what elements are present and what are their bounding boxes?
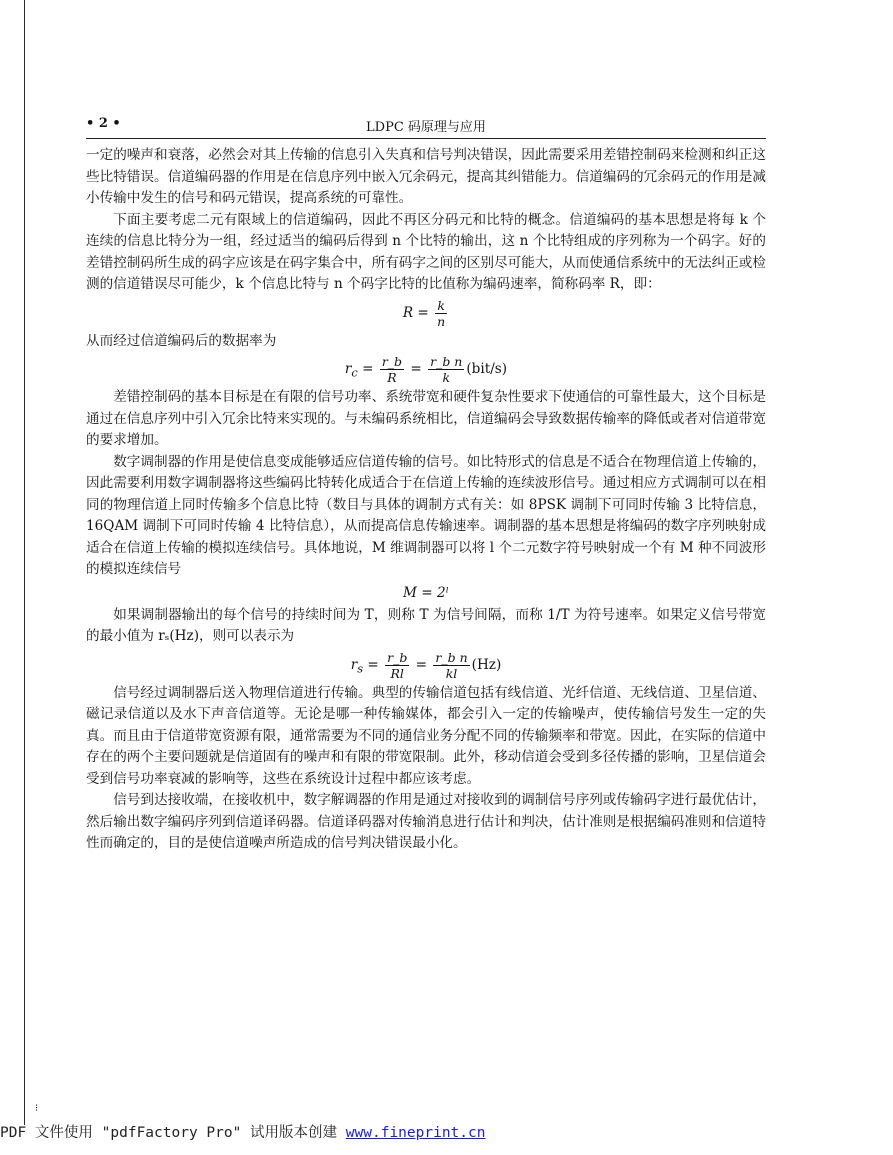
footer-text: PDF 文件使用 "pdfFactory Pro" 试用版本创建 <box>0 1125 346 1141</box>
equals-sign: = <box>406 361 427 377</box>
header-rule <box>86 138 766 139</box>
paragraph: 差错控制码的基本目标是在有限的信号功率、系统带宽和硬件复杂性要求下使通信的可靠性最大，这个目标是通过在信息序列中引入冗余比特来实现的。与未编码系统相比，信道编码会导致数据传输率的降低或者对信道带宽的要求增加。 <box>86 389 766 448</box>
page-number: • 2 • <box>86 116 121 131</box>
equation-text: M = 2ˡ <box>403 584 449 601</box>
pdf-footer <box>0 1121 893 1142</box>
body-text <box>86 145 766 855</box>
footer-link[interactable]: www.fineprint.cn <box>345 1125 486 1141</box>
fraction: $\frac{\text{r\_b n}}{k}$ <box>430 354 463 385</box>
equation-modulation-order <box>86 583 766 603</box>
paragraph: 一定的噪声和衰落，必然会对其上传输的信息引入失真和信号判决错误，因此需要采用差错控制码来检测和纠正这些比特错误。信道编码器的作用是在信息序列中嵌入冗余码元，提高其纠错能力。信道编码的冗余码元的作用是减小传输中发生的信号和码元错误，提高系统的可靠性。 <box>86 147 766 206</box>
scan-mark: ⁝ <box>35 1103 39 1114</box>
paragraph: 下面主要考虑二元有限域上的信道编码，因此不再区分码元和比特的概念。信道编码的基本思想是将每 k 个连续的信息比特分为一组，经过适当的编码后得到 n 个比特的输出，这 n 个比特组成的序列称为一个码字。好的差错控制码所生成的码字应该是在码字集合中，所有码字之间的区别尽可能大，从而使通信系统中的无法纠正或检测的信道错误尽可能少，k 个信息比特与 n 个码字比特的比值称为编码速率，简称码率 R，即： <box>86 211 766 292</box>
page-margin-line <box>24 0 25 1125</box>
document-page <box>86 116 766 855</box>
paragraph: 数字调制器的作用是使信息变成能够适应信道传输的信号。如比特形式的信息是不适合在物理信道上传输的，因此需要利用数字调制器将这些编码比特转化成适合于在信道上传输的连续波形信号。通过相应方式调制可以在相同的物理信道上同时传输多个信息比特（数目与具体的调制方式有关：如 8PSK 调制下可同时传输 3 比特信息，16QAM 调制下可同时传输 4 比特信息），从而提高信息传输速率。调制器的基本思想是将编码的数字序列映射成适合在信道上传输的模拟连续信号。具体地说，M 维调制器可以将 l 个二元数字符号映射成一个有 M 种不同波形的模拟连续信号 <box>86 453 766 577</box>
equals-sign: = <box>363 656 384 673</box>
equals-sign: = <box>411 656 432 673</box>
running-header <box>86 116 766 138</box>
equation-lhs: R = <box>402 304 429 321</box>
equation-data-rate <box>86 354 766 385</box>
fraction: $\frac{k}{n}$ <box>437 297 446 329</box>
fraction: $\frac{\text{r\_b n}}{kl}$ <box>435 649 468 681</box>
paragraph: 信号经过调制器后送入物理信道进行传输。典型的传输信道包括有线信道、光纤信道、无线信道、卫星信道、磁记录信道以及水下声音信道等。无论是哪一种传输媒体，都会引入一定的传输噪声，使传输信号发生一定的失真。而且由于信道带宽资源有限，通常需要为不同的通信业务分配不同的传输频率和带宽。因此，在实际的信道中存在的两个主要问题就是信道固有的噪声和有限的带宽限制。此外，移动信道会受到多径传播的影响，卫星信道会受到信号功率衰减的影响等，这些在系统设计过程中都应该考虑。 <box>86 684 766 787</box>
paragraph: 如果调制器输出的每个信号的持续时间为 T，则称 T 为信号间隔，而称 1/T 为符号速率。如果定义信号带宽的最小值为 rₛ(Hz)，则可以表示为 <box>86 606 766 644</box>
equals-sign: = <box>357 361 378 377</box>
fraction: $\frac{r\_b}{R}$ <box>381 354 403 385</box>
equation-symbol-rate <box>86 650 766 681</box>
fraction: $\frac{r\_b}{Rl}$ <box>387 649 408 681</box>
equation-symbol: r <box>350 656 358 673</box>
equation-symbol: r <box>344 361 352 377</box>
equation-unit: (Hz) <box>471 656 502 673</box>
equation-subscript: c <box>351 365 358 380</box>
paragraph: 信号到达接收端，在接收机中，数字解调器的作用是通过对接收到的调制信号序列或传输码字进行最优估计，然后输出数字编码序列到信道译码器。信道译码器对传输消息进行估计和判决，估计准则是根据编码准则和信道特性而确定的，目的是使信道噪声所造成的信号判决错误最小化。 <box>86 792 766 851</box>
running-title: LDPC 码原理与应用 <box>366 120 486 135</box>
equation-subscript: s <box>357 661 364 676</box>
equation-unit: (bit/s) <box>466 361 508 377</box>
equation-code-rate <box>86 298 766 329</box>
paragraph: 从而经过信道编码后的数据率为 <box>86 332 277 349</box>
